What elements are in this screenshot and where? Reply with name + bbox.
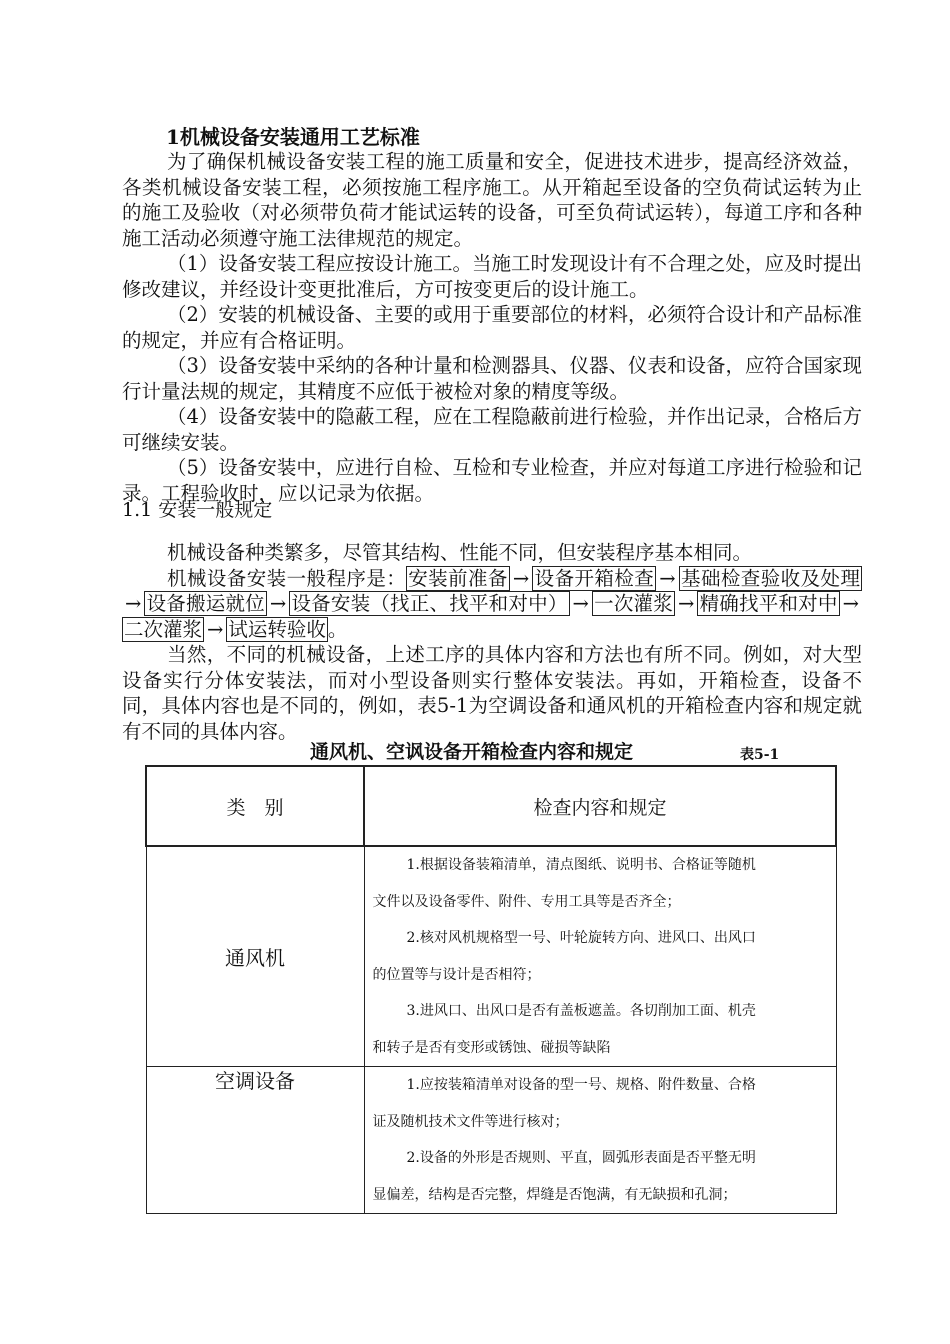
table-header-row [146, 766, 836, 846]
table-row [146, 1067, 836, 1214]
procedure-step: 一次灌浆 [593, 592, 673, 615]
header-category: 类 别 [146, 766, 364, 846]
content-line: 3.进风口、出风口是否有盖板遮盖。各切削加工面、机壳 [406, 1003, 756, 1019]
subsection-title: 1.1 安装一般规定 [122, 499, 273, 521]
general-rules-block [122, 540, 862, 744]
table-number: 表5-1 [740, 747, 780, 763]
procedure-paragraph [122, 566, 862, 643]
content-cell [364, 1067, 836, 1214]
content-line: 2.设备的外形是否规则、平直，圆弧形表面是否平整无明 [406, 1150, 756, 1166]
arrow-icon: → [125, 592, 142, 615]
procedure-step: 试运转验收 [228, 617, 326, 641]
table-caption: 通风机、空讽设备开箱检查内容和规定 [310, 741, 634, 763]
arrow-icon: → [512, 566, 530, 590]
procedure-step: 设备开箱检查 [534, 566, 655, 590]
content-line: 1.根据设备装箱清单，清点图纸、说明书、合格证等随机 [406, 857, 756, 873]
table-row [146, 846, 836, 1067]
inspection-table [145, 765, 837, 1214]
intro-paragraph: 为了确保机械设备安装工程的施工质量和安全，促进技术进步，提高经济效益，各类机械设备安装工程，必须按施工程序施工。从开箱起至设备的空负荷试运转为止的施工及验收（对必须带负荷才能试运转的设备，可至负荷试运转），每道工序和各种施工活动必须遵守施工法律规范的规定。 [122, 150, 862, 250]
arrow-icon: → [678, 592, 695, 615]
rule-paragraph-4: （4）设备安装中的隐蔽工程，应在工程隐蔽前进行检验，并作出记录，合格后方可继续安装。 [122, 405, 862, 454]
procedure-intro: 机械设备安装一般程序是： [167, 566, 407, 590]
procedure-end: 。 [327, 617, 348, 641]
content-cell [364, 846, 836, 1067]
rule-paragraph-1: （1）设备安装工程应按设计施工。当施工时发现设计有不合理之处，应及时提出修改建议，并经设计变更批准后，方可按变更后的设计施工。 [122, 252, 862, 301]
content-line: 和转子是否有变形或锈蚀、碰损等缺陷 [372, 1039, 611, 1056]
rule-paragraph-5: （5）设备安装中，应进行自检、互检和专业检查，并应对每道工序进行检验和记录。工程验收时，应以记录为依据。 [122, 456, 862, 505]
procedure-step: 二次灌浆 [124, 617, 203, 641]
general-paragraph-1: 机械设备种类繁多，尽管其结构、性能不同，但安装程序基本相同。 [167, 541, 753, 564]
procedure-step: 精确找平和对中 [699, 592, 838, 615]
procedure-step: 设备安装（找正、找平和对中） [291, 592, 568, 615]
arrow-icon: → [659, 566, 676, 590]
content-line: 的位置等与设计是否相符； [372, 966, 541, 983]
header-content: 检查内容和规定 [364, 766, 836, 846]
content-line: 证及随机技术文件等进行核对； [372, 1113, 569, 1130]
category-cell: 空调设备 [146, 1067, 364, 1214]
arrow-icon: → [842, 592, 859, 615]
procedure-step: 安装前准备 [408, 566, 508, 590]
content-line: 1.应按装箱清单对设备的型一号、规格、附件数量、合格 [406, 1077, 756, 1093]
section-title: 1机械设备安装通用工艺标准 [166, 125, 420, 149]
general-paragraph-2: 当然，不同的机械设备，上述工序的具体内容和方法也有所不同。例如，对大型设备实行分体安装法，而对小型设备则实行整体安装法。再如，开箱检查，设备不同，具体内容也是不同的，例如，表5-1为空调设备和通风机的开箱检查内容和规定就有不同的具体内容。 [122, 643, 862, 743]
arrow-icon: → [207, 617, 224, 641]
content-line: 文件以及设备零件、附件、专用工具等是否齐全； [372, 893, 681, 910]
procedure-step: 基础检查验收及处理 [680, 566, 860, 590]
content-line: 显偏差，结构是否完整，焊缝是否饱满，有无缺损和孔洞； [372, 1186, 737, 1203]
procedure-step: 设备搬运就位 [146, 592, 265, 615]
category-cell: 通风机 [146, 846, 364, 1067]
rule-paragraph-3: （3）设备安装中采纳的各种计量和检测器具、仪器、仪表和设备，应符合国家现行计量法规的规定，其精度不应低于被检对象的精度等级。 [122, 354, 862, 403]
arrow-icon: → [572, 592, 589, 615]
intro-block [122, 149, 862, 506]
rule-paragraph-2: （2）安装的机械设备、主要的或用于重要部位的材料，必须符合设计和产品标准的规定，并应有合格证明。 [122, 303, 862, 352]
arrow-icon: → [269, 592, 287, 615]
content-line: 2.核对风机规格型一号、叶轮旋转方向、进风口、出风口 [406, 930, 756, 946]
